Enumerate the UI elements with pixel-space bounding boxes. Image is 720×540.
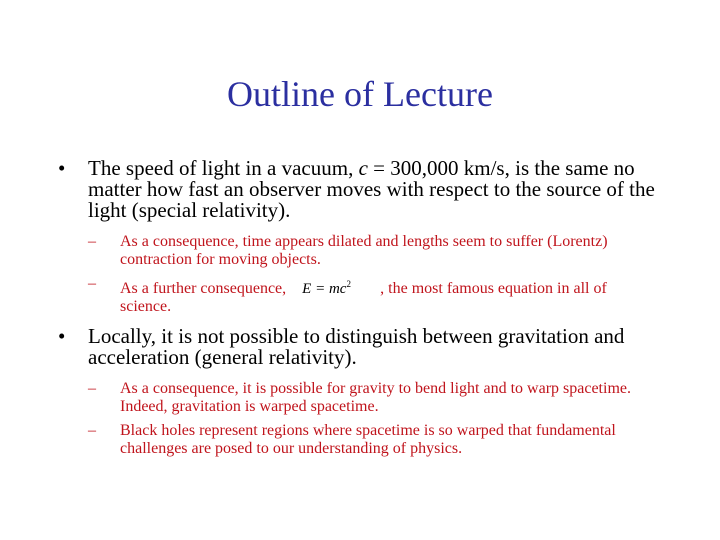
sub-bullet-dash: –: [88, 233, 96, 250]
bullet-mark: •: [58, 324, 66, 348]
sub-list: [88, 233, 660, 316]
sub-bullet-dash: –: [88, 275, 96, 292]
sub-bullet-text: , the most famous equation in all of science.: [120, 280, 607, 315]
equation-image: $E = mc^2$: [302, 279, 351, 297]
bullet-text: Locally, it is not possible to distinguish between gravitation and acceleration (general relativity).: [88, 324, 625, 369]
sub-bullet-black-holes: [88, 422, 660, 458]
bullet-variable-c: c: [358, 156, 368, 180]
bullet-text: = 300,000 km/s, is the same no matter how fast an observer moves with respect to the source of the light (special relativity).: [88, 156, 655, 222]
bullet-text: The speed of light in a vacuum,: [88, 156, 359, 180]
sub-bullet-text: As a consequence, it is possible for gravity to bend light and to warp spacetime. Indeed, gravitation is warped spacetime.: [120, 380, 631, 415]
slide-body: [58, 158, 678, 464]
sub-bullet-text: Black holes represent regions where spacetime is so warped that fundamental challenges are posed to our understanding of physics.: [120, 422, 616, 457]
bullet-special-relativity: [58, 158, 678, 221]
slide-title: Outline of Lecture: [227, 74, 493, 114]
bullet-mark: •: [58, 156, 66, 180]
sub-list: [88, 380, 660, 458]
sub-bullet-time-dilation: [88, 233, 660, 269]
sub-bullet-text: As a further consequence,: [120, 280, 291, 297]
sub-bullet-dash: –: [88, 380, 96, 397]
sub-bullet-mass-energy: [88, 275, 660, 316]
bullet-general-relativity: [58, 326, 678, 368]
sub-bullet-bend-light: [88, 380, 660, 416]
sub-bullet-text: As a consequence, time appears dilated and lengths seem to suffer (Lorentz) contraction for moving objects.: [120, 233, 608, 268]
sub-bullet-dash: –: [88, 422, 96, 439]
